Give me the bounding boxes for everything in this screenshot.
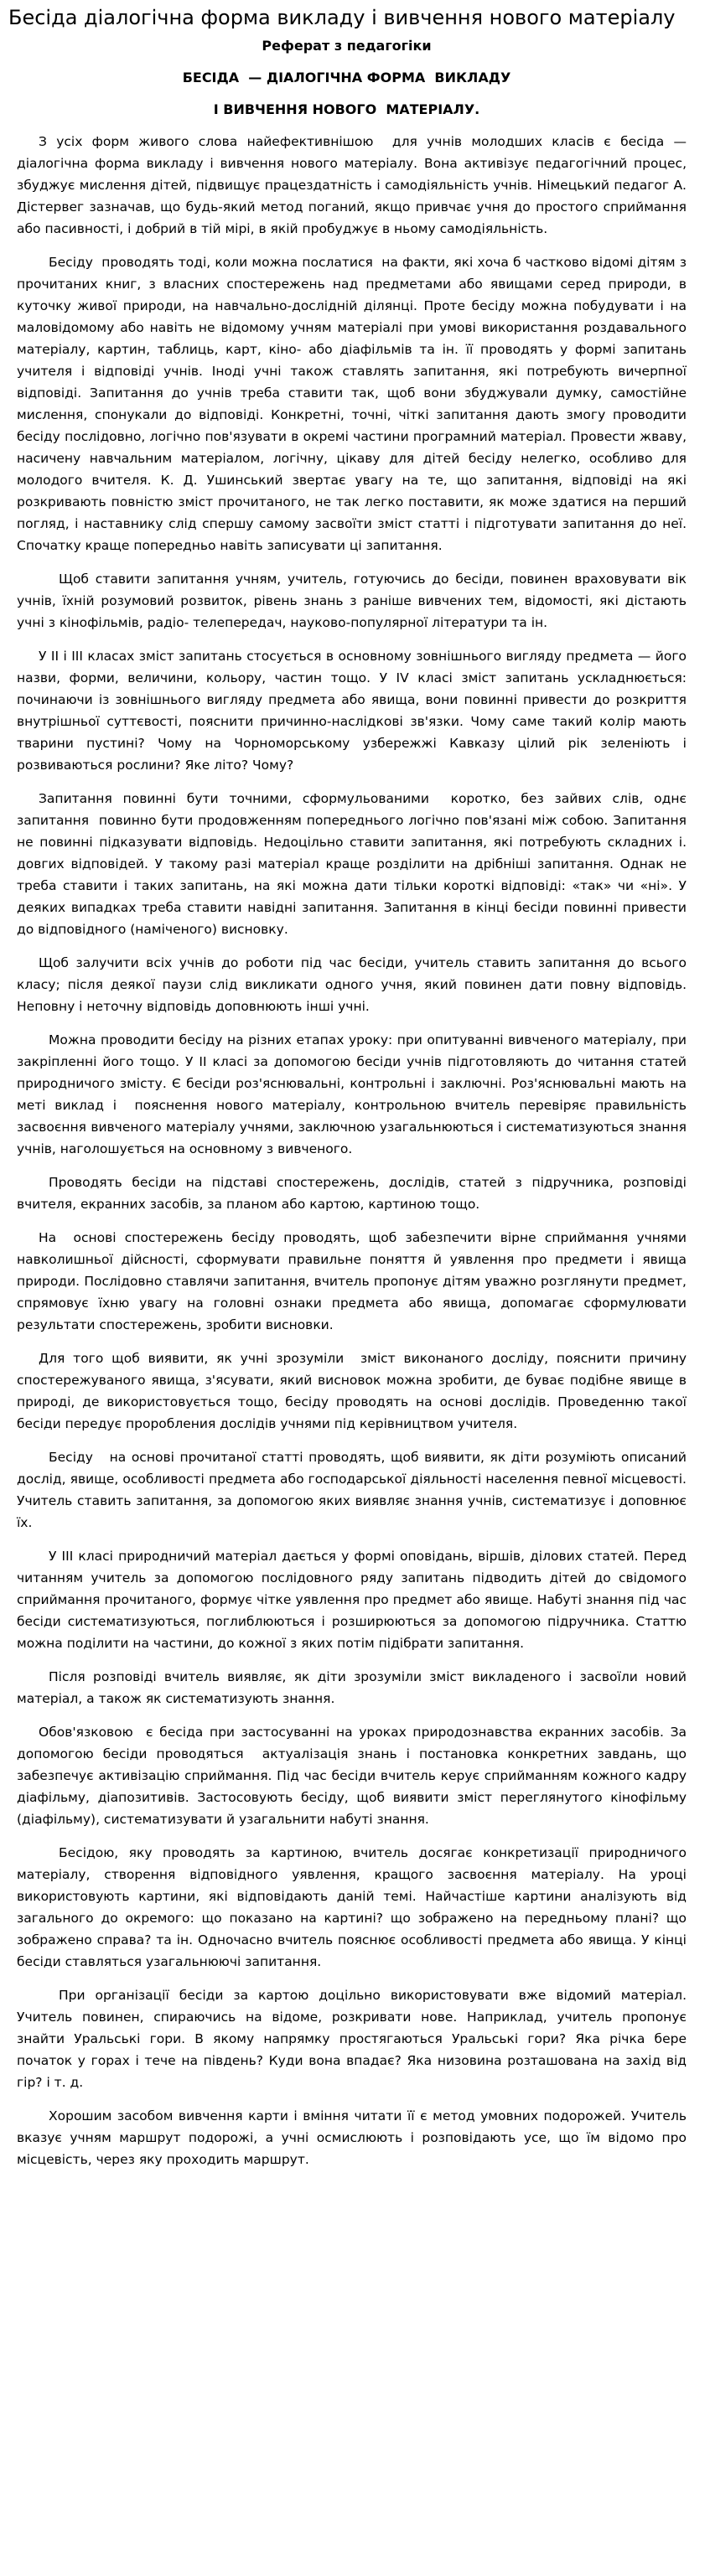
paragraph-2: Бесіду проводять тоді, коли можна послатися на факти, які хоча б частково відомі дітям з прочитаних книг, з власних спостережень над предметами або явищами серед природи, в куточку живої природи, на навчально-дослідній ділянці. Проте бесіду можна побудувати і на маловідомому або навіть не відомому учням матеріалі при умові використання роздавального матеріалу, картин, таблиць, карт, кіно- або діафільмів та ін. її проводять у формі запитань учителя і відповіді учнів. Іноді учні також ставлять запитання, які потребують вичерпної відповіді. Запитання до учнів треба ставити так, щоб вони збуджували думку, самостійне мислення, спонукали до відповіді. Конкретні, точні, чіткі запитання дають змогу проводити бесіду послідовно, логічно пов'язувати в окремі частини програмний матеріал. Провести жваву, насичену навчальним матеріалом, логічну, цікаву для дітей бесіду нелегко, особливо для молодого вчителя. К. Д. Ушинський звертає увагу на те, що запитання, відповіді на які розкривають повністю зміст прочитаного, не так легко поставити, як може здатися на перший погляд, і наставнику слід спершу самому засвоїти зміст статті і підготувати запитання до неї. Спочатку краще попередньо навіть записувати ці запитання. [17, 255, 691, 553]
paragraph-17: Хорошим засобом вивчення карти і вміння читати її є метод умовних подорожей. Учитель вказує учням маршрут подорожі, а учні осмислюють і розповідають усе, що їм відомо про місцевість, через яку проходить маршрут. [17, 2108, 691, 2167]
paragraph-14: Обов'язковою є бесіда при застосуванні на уроках природознавства екранних засобів. За допомогою бесіди проводяться актуалізація знань і постановка конкретних завдань, що забезпечує активізацію сприймання. Під час бесіди вчитель керує сприйманням кожного кадру діафільму, діапозитивів. Застосовують бесіду, щоб виявити зміст переглянутого кінофільму (діафільму), систематизувати й узагальнити набуті знання. [17, 1725, 691, 1827]
paragraph-15: Бесідою, яку проводять за картиною, вчитель досягає конкретизації природничого матеріалу, створення відповідного уявлення, кращого засвоєння матеріалу. На уроці використовують картини, які відповідають даній темі. Найчастіше картини аналізують від загального до окремого: що показано на картині? що зображено на передньому плані? що зображено справа? та ін. Одночасно вчитель пояснює особливості предмета або явища. У кінці бесіди ставляться узагальнюючі запитання. [17, 1845, 691, 1969]
paragraph-12: У ІІІ класі природничий матеріал дається у формі оповідань, віршів, ділових статей. Перед читанням учитель за допомогою послідовного ряду запитань підводить дітей до свідомого сприймання прочитаного, формує чітке уявлення про предмет або явище. Набуті знання під час бесіди систематизуються, поглиблюються і розширюються за допомогою підручника. Статтю можна поділити на частини, до кожної з яких потім підібрати запитання. [17, 1549, 691, 1651]
paragraph-10: Для того щоб виявити, як учні зрозуміли зміст виконаного досліду, пояснити причину спостережуваного явища, з'ясувати, який висновок можна зробити, де буває подібне явище в природі, де використовується тощо, бесіду проводять на основі дослідів. Проведенню такої бесіди передує проробления дослідів учнями під керівництвом учителя. [17, 1351, 691, 1431]
paragraph-13: Після розповіді вчитель виявляє, як діти зрозуміли зміст викладеного і засвоїли новий матеріал, а також як систематизують знання. [17, 1669, 691, 1706]
paragraph-5: Запитання повинні бути точними, сформульованими коротко, без зайвих слів, однє запитання повинно бути продовженням попереднього логічно пов'язані між собою. Запитання не повинні підказувати відповідь. Недоцільно ставити запитання, які потребують складних і. довгих відповідей. У такому разі матеріал краще розділити на дрібніші запитання. Однак не треба ставити і таких запитань, на які можна дати тільки короткі відповіді: «так» чи «ні». У деяких випадках треба ставити навідні запитання. Запитання в кінці бесіди повинні привести до відповідного (наміченого) висновку. [17, 791, 691, 937]
paragraph-3: Щоб ставити запитання учням, учитель, готуючись до бесіди, повинен враховувати вік учнів, їхній розумовий розвиток, рівень знань з раніше вивчених тем, відомості, які дістають учні з кінофільмів, радіо- телепередач, науково-популярної літератури та ін. [17, 572, 691, 630]
paragraph-11: Бесіду на основі прочитаної статті проводять, щоб виявити, як діти розуміють описаний дослід, явище, особливості предмета або господарської діяльності населення певної місцевості. Учитель ставить запитання, за допомогою яких виявляє знання учнів, систематизує і доповнює їх. [17, 1450, 691, 1530]
document-heading-line-1: БЕСІДА — ДІАЛОГІЧНА ФОРМА ВИКЛАДУ [182, 70, 511, 85]
paragraph-8: Проводять бесіди на підставі спостережень, дослідів, статей з підручника, розповіді вчителя, екранних засобів, за планом або картою, картиною тощо. [17, 1175, 691, 1212]
paragraph-1: З усіх форм живого слова найефективнішою для учнів молодших класів є бесіда — діалогічна форма викладу і вивчення нового матеріалу. Вона активізує педагогічний процес, збуджує мислення дітей, підвищує працездатність і самодіяльність учнів. Німецький педагог А. Дістервег зазначав, що будь-який метод поганий, якщо привчає учня до простого сприймання або пасивності, і добрий в тій мірі, в якій пробуджує в ньому самодіяльність. [17, 134, 691, 236]
paragraph-16: При організації бесіди за картою доцільно використовувати вже відомий матеріал. Учитель повинен, спираючись на відоме, розкривати нове. Наприклад, учитель пропонує знайти Уральські гори. В якому напрямку простягаються Уральські гори? Яка річка бере початок у горах і тече на південь? Куди вона впадає? Яка низовина розташована на захід від гір? і т. д. [17, 1988, 691, 2090]
document-heading-line-2: І ВИВЧЕННЯ НОВОГО МАТЕРІАЛУ. [213, 101, 480, 117]
paragraph-7: Можна проводити бесіду на різних етапах уроку: при опитуванні вивченого матеріалу, при закріпленні його тощо. У ІІ класі за допомогою бесіди учнів підготовляють до читання статей природничого змісту. Є бесіди роз'яснювальні, контрольні і заключні. Роз'яснювальні мають на меті виклад і пояснення нового матеріалу, контрольною вчитель перевіряє правильність засвоєння вивченого матеріалу учнями, заключною узагальнюються і систематизуються знання учнів, наголошується на основному з вивченого. [17, 1032, 691, 1156]
paragraph-6: Щоб залучити всіх учнів до роботи під час бесіди, учитель ставить запитання до всього класу; після деякої паузи слід викликати одного учня, який повинен дати повну відповідь. Неповну і неточну відповідь доповнюють інші учні. [17, 955, 691, 1014]
document-subtitle: Реферат з педагогіки [262, 38, 432, 54]
paragraph-9: На основі спостережень бесіду проводять, щоб забезпечити вірне сприймання учнями навколишньої дійсності, сформувати правильне поняття й уявлення про предмети і явища природи. Послідовно ставлячи запитання, вчитель пропонує дітям уважно розглянути предмет, спрямовує їхню увагу на головні ознаки предмета або явища, допомагає сформулювати результати спостережень, зробити висновки. [17, 1230, 691, 1332]
paragraph-4: У ІІ і ІІІ класах зміст запитань стосується в основному зовнішнього вигляду предмета — його назви, форми, величини, кольору, частин тощо. У IV класі зміст запитань ускладнюється: починаючи із зовнішнього вигляду предмета або явища, вони повинні привести до розкриття внутрішньої суттєвості, пояснити причинно-наслідкові зв'язки. Чому саме такий колір мають тварини пустині? Чому на Чорноморському узбережжі Кавказу цілий рік зеленіють і розвиваються рослини? Яке літо? Чому? [17, 649, 691, 773]
page-title: Бесіда діалогічна форма викладу і вивчення нового матеріалу [8, 6, 676, 29]
